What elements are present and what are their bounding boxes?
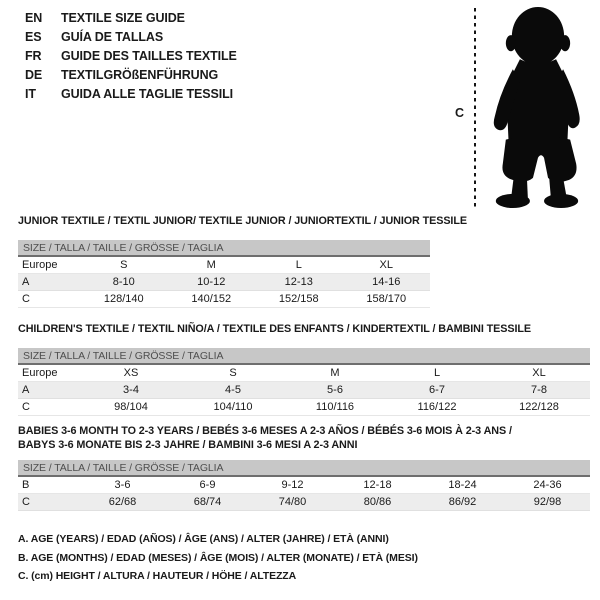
row-label: Europe bbox=[22, 259, 58, 271]
column-header: XS bbox=[123, 367, 139, 379]
size-value: 128/140 bbox=[103, 293, 144, 305]
footnote-line: A. AGE (YEARS) / EDAD (AÑOS) / ÂGE (ANS) / ALTER (JAHRE) / ETÀ (ANNI) bbox=[18, 533, 389, 545]
table-row bbox=[18, 399, 590, 416]
size-value: 140/152 bbox=[191, 293, 232, 305]
size-value: 6-7 bbox=[429, 384, 445, 396]
language-title: TEXTILE SIZE GUIDE bbox=[61, 11, 185, 25]
size-value: 4-5 bbox=[225, 384, 241, 396]
size-value: 14-16 bbox=[372, 276, 401, 288]
table-header-row bbox=[18, 365, 590, 382]
size-value: 18-24 bbox=[448, 479, 477, 491]
language-code: ES bbox=[25, 30, 42, 44]
section-babies-textile bbox=[18, 424, 590, 511]
language-row bbox=[25, 85, 237, 104]
section-title: CHILDREN'S TEXTILE / TEXTIL NIÑO/A / TEXTILE DES ENFANTS / KINDERTEXTIL / BAMBINI TESSILE bbox=[18, 323, 531, 335]
size-value: 74/80 bbox=[278, 496, 307, 508]
language-code: EN bbox=[25, 11, 43, 25]
row-label: Europe bbox=[22, 367, 58, 379]
size-value: 5-6 bbox=[327, 384, 343, 396]
size-header-bar: SIZE / TALLA / TAILLE / GRÖSSE / TAGLIA bbox=[18, 240, 430, 257]
language-title-list bbox=[25, 9, 237, 104]
section-junior-textile bbox=[18, 214, 467, 308]
row-label: C bbox=[22, 401, 30, 413]
language-title: TEXTILGRÖßENFÜHRUNG bbox=[61, 68, 219, 82]
size-value: 92/98 bbox=[533, 496, 562, 508]
row-label: A bbox=[22, 276, 30, 288]
size-header-bar: SIZE / TALLA / TAILLE / GRÖSSE / TAGLIA bbox=[18, 460, 590, 477]
language-code: IT bbox=[25, 87, 36, 101]
size-value: 6-9 bbox=[199, 479, 216, 491]
size-value: 3-6 bbox=[114, 479, 131, 491]
column-header: M bbox=[330, 367, 340, 379]
size-value: 98/104 bbox=[114, 401, 148, 413]
table-row bbox=[18, 382, 590, 399]
size-value: 10-12 bbox=[197, 276, 226, 288]
language-code: DE bbox=[25, 68, 43, 82]
section-title: JUNIOR TEXTILE / TEXTIL JUNIOR/ TEXTILE JUNIOR / JUNIORTEXTIL / JUNIOR TESSILE bbox=[18, 215, 467, 227]
size-value: 152/158 bbox=[278, 293, 319, 305]
size-value: 3-4 bbox=[123, 384, 139, 396]
column-header: XL bbox=[532, 367, 546, 379]
childrens-size-table bbox=[18, 365, 590, 416]
table-row bbox=[18, 291, 430, 308]
height-measure-label: C bbox=[455, 106, 465, 120]
height-measure-dashed-line bbox=[474, 8, 476, 209]
size-value: 12-13 bbox=[284, 276, 313, 288]
language-row bbox=[25, 47, 237, 66]
row-label: C bbox=[22, 496, 30, 508]
table-row bbox=[18, 494, 590, 511]
footnote-line: B. AGE (MONTHS) / EDAD (MESES) / ÂGE (MOIS) / ALTER (MONATE) / ETÀ (MESI) bbox=[18, 551, 418, 564]
size-value: 12-18 bbox=[363, 479, 392, 491]
row-label: A bbox=[22, 384, 30, 396]
size-value: 110/116 bbox=[315, 401, 355, 413]
junior-size-table bbox=[18, 257, 430, 308]
size-value: 86/92 bbox=[448, 496, 477, 508]
size-value: 68/74 bbox=[193, 496, 222, 508]
size-value: 7-8 bbox=[531, 384, 547, 396]
column-header: S bbox=[229, 367, 237, 379]
row-label: C bbox=[22, 293, 30, 305]
footnote-line: C. (cm) HEIGHT / ALTURA / HAUTEUR / HÖHE / ALTEZZA bbox=[18, 570, 297, 582]
language-title: GUIDE DES TAILLES TEXTILE bbox=[61, 49, 237, 63]
section-title: BABIES 3-6 MONTH TO 2-3 YEARS / BEBÉS 3-6 MESES A 2-3 AÑOS / BÉBÉS 3-6 MOIS À 2-3 ANS / bbox=[18, 425, 512, 437]
column-header: L bbox=[433, 367, 441, 379]
size-value: 104/110 bbox=[213, 401, 253, 413]
size-value: 8-10 bbox=[112, 276, 135, 288]
footnotes bbox=[18, 530, 418, 586]
size-value: 62/68 bbox=[108, 496, 137, 508]
column-header: L bbox=[295, 259, 302, 271]
row-label: B bbox=[22, 479, 30, 491]
section-childrens-textile bbox=[18, 322, 590, 416]
toddler-silhouette-icon bbox=[484, 5, 598, 211]
section-title-line2: BABYS 3-6 MONATE BIS 2-3 JAHRE / BAMBINI 3-6 MESI A 2-3 ANNI bbox=[18, 439, 358, 451]
size-value: 122/128 bbox=[519, 401, 559, 413]
language-title: GUÍA DE TALLAS bbox=[61, 30, 164, 44]
column-header: M bbox=[206, 259, 216, 271]
language-code: FR bbox=[25, 49, 42, 63]
language-row bbox=[25, 66, 237, 85]
table-row bbox=[18, 477, 590, 494]
language-row bbox=[25, 28, 237, 47]
size-value: 116/122 bbox=[417, 401, 457, 413]
column-header: S bbox=[120, 259, 128, 271]
size-header-bar: SIZE / TALLA / TAILLE / GRÖSSE / TAGLIA bbox=[18, 348, 590, 365]
size-value: 80/86 bbox=[363, 496, 392, 508]
column-header: XL bbox=[379, 259, 393, 271]
table-header-row bbox=[18, 257, 430, 274]
size-value: 24-36 bbox=[533, 479, 562, 491]
size-value: 9-12 bbox=[281, 479, 304, 491]
table-row bbox=[18, 274, 430, 291]
language-title: GUIDA ALLE TAGLIE TESSILI bbox=[61, 87, 234, 101]
babies-size-table bbox=[18, 477, 590, 511]
language-row bbox=[25, 9, 237, 28]
size-value: 158/170 bbox=[366, 293, 407, 305]
